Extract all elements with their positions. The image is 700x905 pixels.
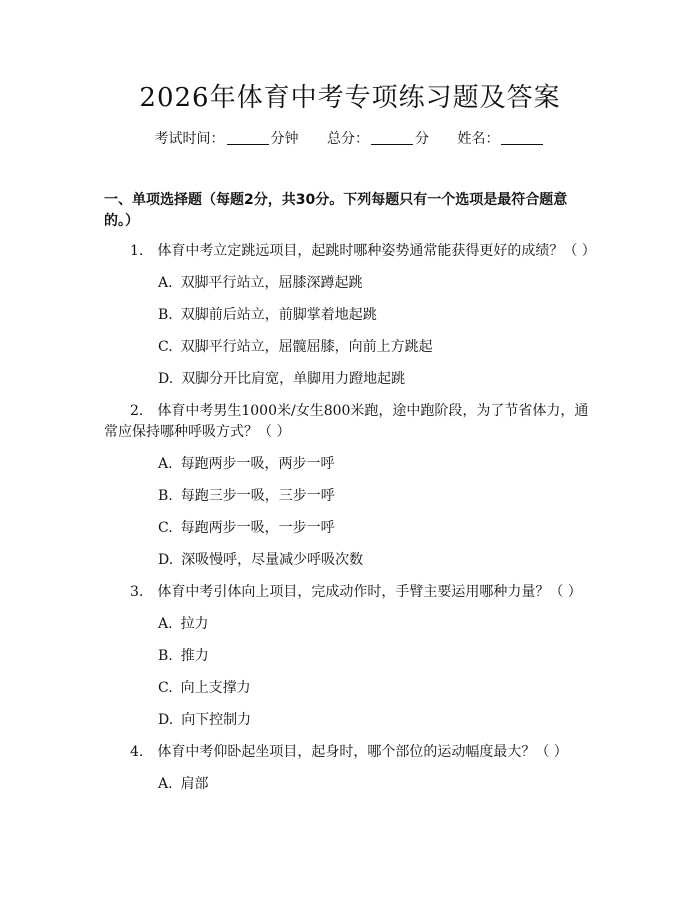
option-letter: B. — [158, 648, 173, 664]
question-text: 体育中考立定跳远项目，起跳时哪种姿势通常能获得更好的成绩？（ ） — [157, 243, 596, 259]
option-c — [104, 678, 596, 699]
question-number: 2. — [130, 403, 144, 419]
total-score-unit: 分 — [415, 131, 429, 147]
name-label: 姓名： — [457, 131, 500, 147]
option-d — [104, 710, 596, 731]
option-letter: D. — [158, 371, 174, 387]
option-text: 双脚平行站立，屈膝深蹲起跳 — [180, 275, 363, 291]
option-text: 肩部 — [180, 776, 209, 792]
option-text: 拉力 — [180, 616, 209, 632]
option-a — [104, 774, 596, 795]
option-letter: A. — [158, 456, 173, 472]
total-score-field — [327, 131, 429, 147]
question-2 — [104, 401, 596, 571]
option-letter: D. — [158, 712, 174, 728]
name-blank — [501, 130, 543, 145]
question-stem — [104, 742, 596, 763]
question-list — [104, 241, 596, 806]
option-a — [104, 454, 596, 475]
option-c — [104, 337, 596, 358]
question-3 — [104, 582, 596, 731]
question-text: 体育中考男生1000米/女生800米跑，途中跑阶段，为了节省体力，通常应保持哪种呼吸方式？（ ） — [104, 403, 589, 440]
option-text: 每跑三步一吸，三步一呼 — [180, 488, 335, 504]
option-b — [104, 646, 596, 667]
exam-time-label: 考试时间： — [154, 131, 225, 147]
section-heading: 一、单项选择题（每题2分，共30分。下列每题只有一个选项是最符合题意的。） — [104, 192, 568, 229]
option-letter: A. — [158, 275, 173, 291]
option-text: 每跑两步一吸，两步一呼 — [180, 456, 335, 472]
option-text: 向上支撑力 — [180, 680, 251, 696]
question-text: 体育中考引体向上项目，完成动作时，手臂主要运用哪种力量？（ ） — [157, 584, 582, 600]
question-1 — [104, 241, 596, 390]
option-letter: D. — [158, 552, 174, 568]
total-score-label: 总分： — [327, 131, 369, 147]
option-letter: C. — [158, 680, 173, 696]
question-number: 1. — [130, 243, 144, 259]
exam-info-line — [0, 128, 700, 150]
option-letter: A. — [158, 616, 173, 632]
option-letter: B. — [158, 307, 173, 323]
option-letter: C. — [158, 520, 173, 536]
question-stem — [104, 401, 596, 443]
option-d — [104, 369, 596, 390]
question-stem — [104, 582, 596, 603]
exam-time-field — [155, 131, 299, 147]
question-text: 体育中考仰卧起坐项目，起身时，哪个部位的运动幅度最大？（ ） — [157, 744, 568, 760]
option-letter: C. — [158, 339, 173, 355]
option-b — [104, 305, 596, 326]
question-stem — [104, 241, 596, 262]
exam-time-unit: 分钟 — [270, 131, 299, 147]
question-number: 3. — [130, 584, 144, 600]
option-text: 双脚前后站立，前脚掌着地起跳 — [180, 307, 377, 323]
name-field — [457, 131, 545, 147]
page-title: 2026年体育中考专项练习题及答案 — [139, 83, 561, 113]
question-number: 4. — [130, 744, 144, 760]
exam-time-blank — [227, 130, 269, 145]
option-b — [104, 486, 596, 507]
option-d — [104, 550, 596, 571]
option-text: 双脚平行站立，屈髋屈膝，向前上方跳起 — [180, 339, 433, 355]
option-text: 推力 — [180, 648, 209, 664]
question-4 — [104, 742, 596, 795]
total-score-blank — [371, 130, 413, 145]
option-letter: A. — [158, 776, 173, 792]
option-text: 向下控制力 — [181, 712, 252, 728]
option-letter: B. — [158, 488, 173, 504]
option-text: 双脚分开比肩宽，单脚用力蹬地起跳 — [181, 371, 406, 387]
option-text: 深吸慢呼，尽量减少呼吸次数 — [181, 552, 364, 568]
option-a — [104, 273, 596, 294]
option-text: 每跑两步一吸，一步一呼 — [180, 520, 335, 536]
option-c — [104, 518, 596, 539]
option-a — [104, 614, 596, 635]
